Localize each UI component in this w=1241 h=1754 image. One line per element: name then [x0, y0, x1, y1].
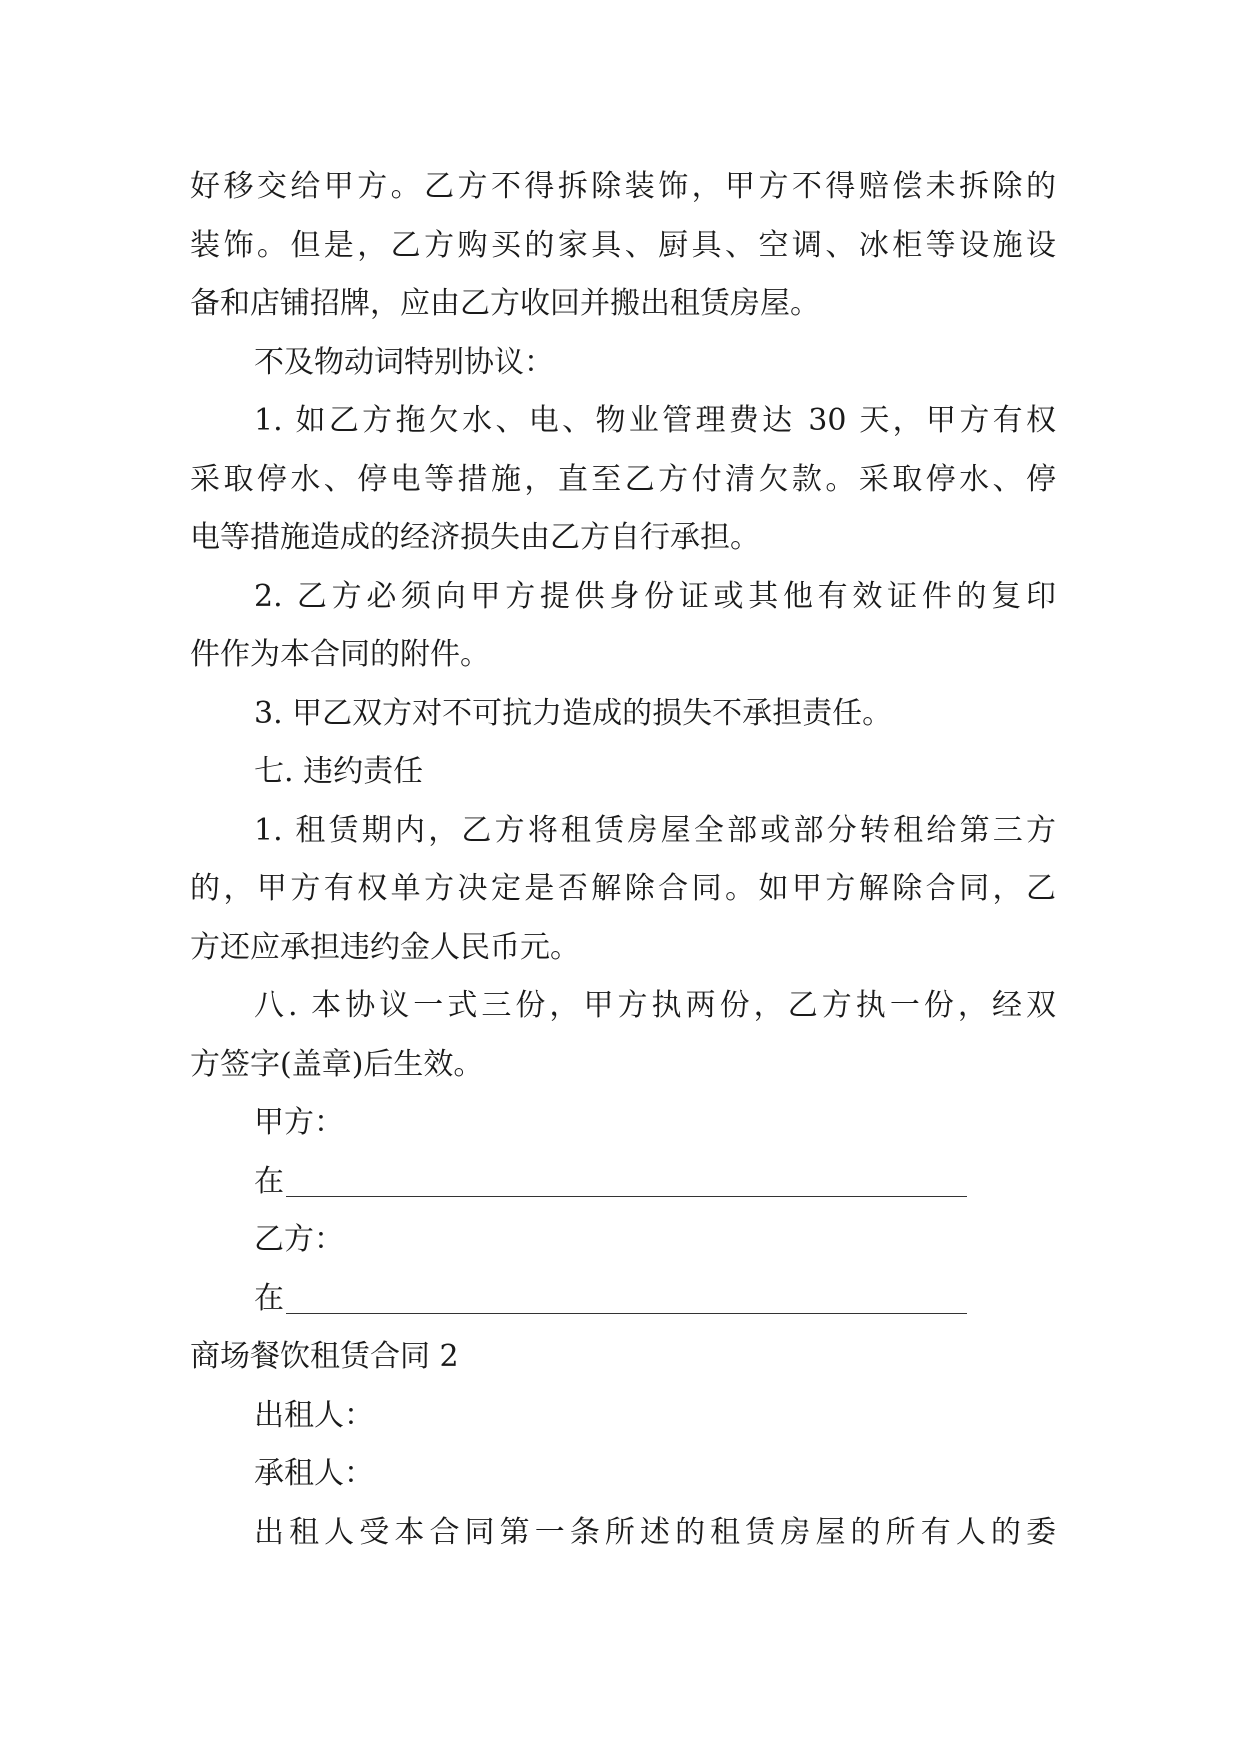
clause-line: 1. 如乙方拖欠水、电、物业管理费达 30 天，甲方有权 [254, 403, 1056, 438]
party-a-label: 甲方： [254, 1105, 344, 1140]
paragraph-line: 采取停水、停电等措施，直至乙方付清欠款。采取停水、停 [190, 461, 1056, 497]
clause-line: 2. 乙方必须向甲方提供身份证或其他有效证件的复印 [254, 578, 1056, 614]
section-heading: 不及物动词特别协议： [254, 344, 554, 380]
party-a-signature-line [286, 1196, 967, 1197]
paragraph-line: 好移交给甲方。乙方不得拆除装饰，甲方不得赔偿未拆除的 [190, 169, 1056, 204]
party-a-signature-row [190, 1153, 1056, 1212]
party-b-sign-prefix: 在 [254, 1280, 284, 1316]
party-b-label: 乙方： [254, 1222, 344, 1257]
paragraph-line: 的，甲方有权单方决定是否解除合同。如甲方解除合同，乙 [190, 871, 1056, 906]
paragraph-line: 方签字(盖章)后生效。 [190, 1046, 484, 1082]
section-heading: 八. 本协议一式三份，甲方执两份，乙方执一份，经双 [254, 988, 1056, 1023]
lessee-label: 承租人： [254, 1456, 374, 1491]
paragraph-line: 备和店铺招牌，应由乙方收回并搬出租赁房屋。 [190, 286, 820, 321]
paragraph-line: 方还应承担违约金人民币元。 [190, 929, 580, 965]
paragraph-line: 电等措施造成的经济损失由乙方自行承担。 [190, 520, 760, 555]
clause-line: 1. 租赁期内，乙方将租赁房屋全部或部分转租给第三方 [254, 812, 1056, 848]
document-body [190, 158, 1056, 1562]
paragraph-line: 出租人受本合同第一条所述的租赁房屋的所有人的委 [254, 1514, 1056, 1550]
party-b-signature-row [190, 1270, 1056, 1329]
paragraph-line: 件作为本合同的附件。 [190, 637, 490, 672]
clause-line: 3. 甲乙双方对不可抗力造成的损失不承担责任。 [254, 695, 893, 731]
section-heading: 七. 违约责任 [254, 754, 424, 789]
lessor-label: 出租人： [254, 1397, 374, 1433]
party-b-signature-line [286, 1313, 967, 1314]
paragraph-line: 装饰。但是，乙方购买的家具、厨具、空调、冰柜等设施设 [190, 227, 1056, 263]
contract-2-title: 商场餐饮租赁合同 2 [190, 1339, 459, 1374]
party-a-sign-prefix: 在 [254, 1163, 284, 1199]
